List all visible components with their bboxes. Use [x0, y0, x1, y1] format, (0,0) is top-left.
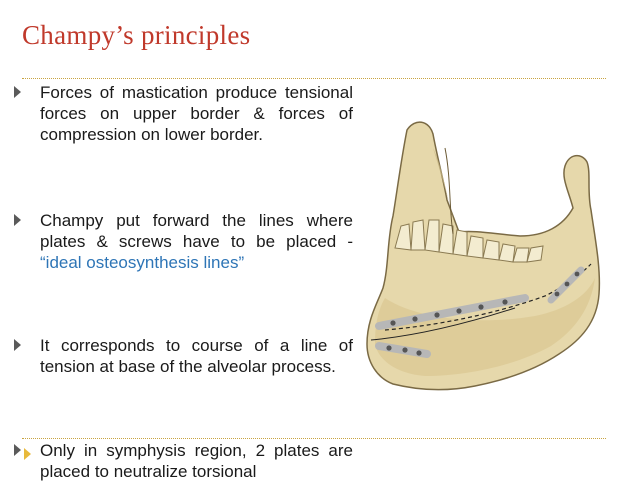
bullet-4-text: Only in symphysis region, 2 plates are placed to neutralize torsional [40, 441, 353, 481]
bullet-arrow-icon [14, 339, 21, 351]
bullet-1-text: Forces of mastication produce tensional forces on upper border & forces of compression on lower border. [40, 83, 353, 144]
bullet-2-text [40, 210, 353, 273]
mandible-illustration [355, 108, 625, 408]
bullet-arrow-icon [14, 214, 21, 226]
top-divider [22, 78, 606, 79]
bottom-divider [22, 438, 606, 439]
bullet-2-plain: Champy put forward the lines where plates & screws have to be placed - [40, 211, 353, 251]
mandible-with-plates-illustration-icon [355, 108, 625, 408]
bullet-arrow-icon [14, 86, 21, 98]
ideal-osteosynthesis-lines-highlight: “ideal osteosynthesis lines” [40, 253, 245, 272]
cursor-arrow-icon [24, 448, 31, 460]
bullet-3-text: It corresponds to course of a line of tension at base of the alveolar process. [40, 336, 353, 376]
slide-title: Champy’s principles [22, 20, 251, 50]
bullet-arrow-icon [14, 444, 21, 456]
